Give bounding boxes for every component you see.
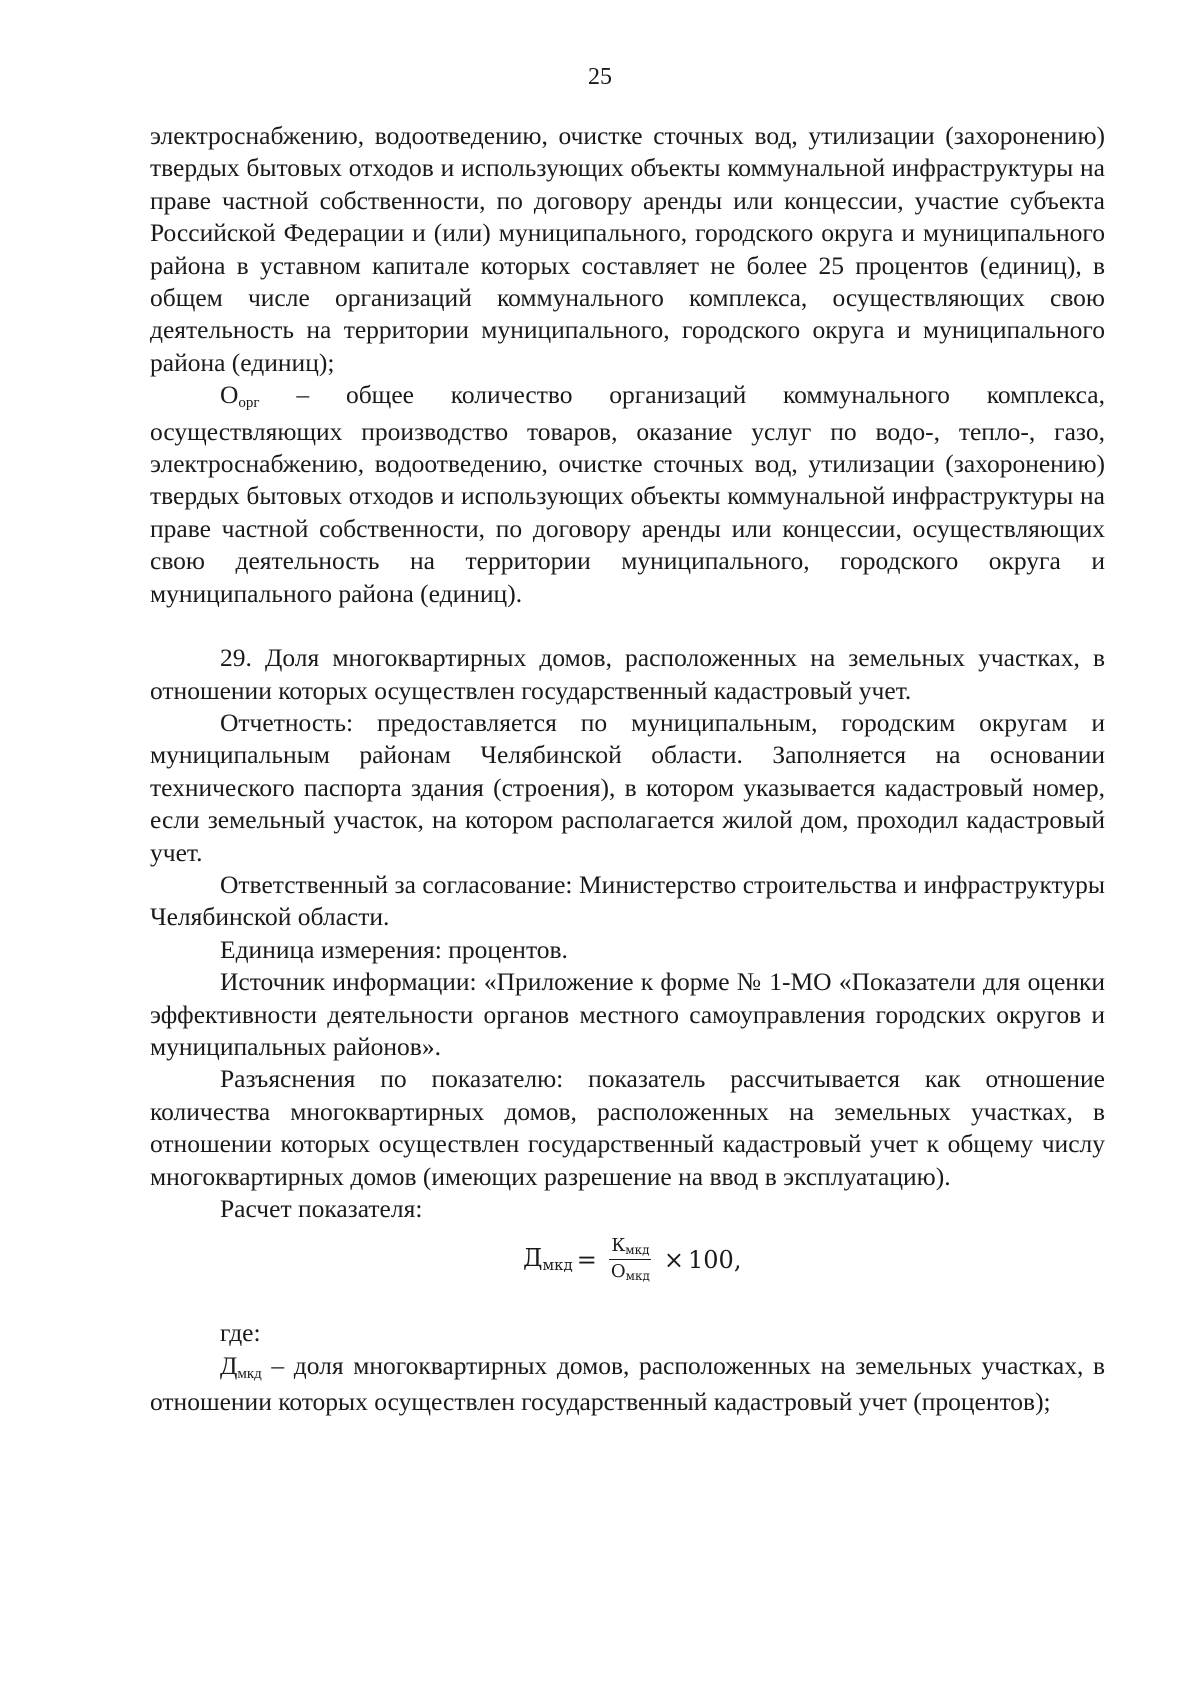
formula-factor: 100, — [688, 1245, 742, 1274]
formula-fraction — [609, 1235, 652, 1284]
paragraph-unit: Единица измерения: процентов. — [220, 934, 568, 964]
paragraph-calculation: Расчет показателя: — [220, 1194, 423, 1223]
paragraph-oorg-definition — [150, 379, 1105, 610]
symbol-d: Д — [220, 1350, 238, 1380]
symbol-o: О — [220, 380, 239, 410]
section-29-heading: 29. Доля многоквартирных домов, расположенных на земельных участках, в отношении которых осуществлен государственный кадастровый учет. — [150, 643, 1105, 705]
formula-row — [150, 1225, 1105, 1317]
paragraph-explanation: Разъяснения по показателю: показатель рассчитывается как отношение количества многоквартирных домов, расположенных на земельных участках, в отношении которых осуществлен государственный кадастровый учет к общему числу многоквартирных домов (имеющих разрешение на ввод в эксплуатацию). — [150, 1064, 1105, 1191]
formula-equals: = — [576, 1245, 597, 1274]
paragraph-responsible: Ответственный за согласование: Министерство строительства и инфраструктуры Челябинской области. — [150, 869, 1105, 932]
formula-denominator: $О_{мкд}$ — [610, 1261, 650, 1284]
formula-numerator: $К_{мкд}$ — [609, 1235, 651, 1260]
dmkd-definition-text: – доля многоквартирных домов, расположенных на земельных участках, в отношении которых осуществлен государственный кадастровый учет (процентов); — [150, 1350, 1105, 1417]
paragraph-continuation: электроснабжению, водоотведению, очистке сточных вод, утилизации (захоронению) твердых бытовых отходов и использующих объекты коммунальной инфраструктуры на праве частной собственности, по договору аренды или концессии, участие субъекта Российской Федерации и (или) муниципального, городского округа и муниципального района в уставном капитале которых составляет не более 25 процентов (единиц), в общем числе организаций коммунального комплекса, осуществляющих свою деятельность на территории муниципального, городского округа и муниципального района (единиц); — [150, 121, 1105, 377]
oorg-definition-text: – общее количество организаций коммунального комплекса, осуществляющих производство товаров, оказание услуг по водо-, тепло-, газо, электроснабжению, водоотведению, очистке сточных вод, утилизации (захоронению) твердых бытовых отходов и использующих объекты коммунальной инфраструктуры на праве частной собственности, по договору аренды или концессии, осуществляющих свою деятельность на территории муниципального, городского округа и муниципального района (единиц). — [150, 380, 1105, 608]
formula — [523, 1235, 741, 1284]
formula-times: × — [663, 1245, 685, 1274]
paragraph-source: Источник информации: «Приложение к форме № 1-МО «Показатели для оценки эффективности деятельности органов местного самоуправления городских округов и муниципальных районов». — [150, 967, 1105, 1061]
symbol-subscript-mkd: мкд — [237, 1365, 262, 1382]
document-body — [150, 120, 1105, 1419]
formula-lhs: $Д_{мкд}$ — [523, 1244, 573, 1275]
paragraph-dmkd-definition — [150, 1350, 1105, 1419]
paragraph-reporting: Отчетность: предоставляется по муниципальным, городским округам и муниципальным районам Челябинской области. Заполняется на основании технического паспорта здания (строения), в котором указывается кадастровый номер, если земельный участок, на котором располагается жилой дом, проходил кадастровый учет. — [150, 707, 1105, 867]
symbol-subscript-org: орг — [238, 395, 260, 412]
page-number: 25 — [588, 64, 612, 90]
paragraph-where: где: — [220, 1318, 261, 1348]
